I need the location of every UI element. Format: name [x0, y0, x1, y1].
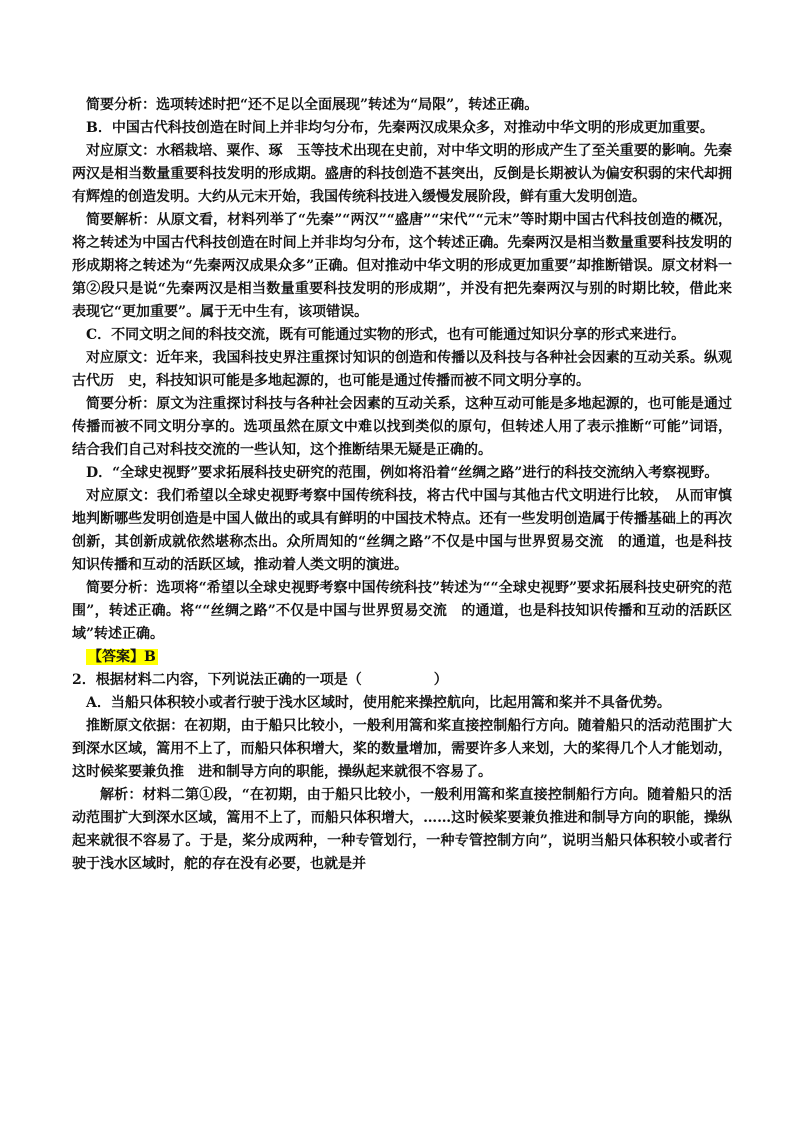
question-2 — [72, 669, 732, 692]
document-body — [72, 94, 732, 876]
analysis-paragraph: 简要解析：从原文看，材料列举了“先秦”“两汉”“盛唐”“宋代”“元末”等时期中国古代科技创造的概况，将之转述为中国古代科技创造在时间上并非均匀分布，这个转述正确。先秦两汉是相当数量重要科技发明的形成期将之转述为“先秦两汉成果众多”正确。但对推动中华文明的形成更加重要”却推断错误。原文材料一第②段只是说“先秦两汉是相当数量重要科技发明的形成期”，并没有把先秦两汉与别的时期比较，借此来表现它“更加重要”。属于无中生有，该项错误。 — [72, 212, 732, 320]
inference-paragraph: 推断原文依据：在初期，由于船只比较小，一般利用篙和桨直接控制船行方向。随着船只的活动范围扩大到深水区域，篙用不上了，而船只体积增大，桨的数量增加，需要许多人来划，大的桨得几个人才能划动，这时候桨要兼负推 进和制导方向的职能，操纵起来就很不容易了。 — [72, 718, 732, 780]
option-d: D．“全球史视野”要求拓展科技史研究的范围，例如将沿着“丝绸之路”进行的科技交流纳入考察视野。 — [86, 465, 719, 481]
source-text-paragraph: 对应原文：我们希望以全球史视野考察中国传统科技，将古代中国与其他古代文明进行比较， 从而审慎地判断哪些发明创造是中国人做出的或具有鲜明的中国技术特点。还有一些发明创造属于传播基础上的再次创新，其创新成就依然堪称杰出。众所周知的“丝绸之路”不仅是中国与世界贸易交流 的通道，也是科技知识传播和互动的活跃区域，推动着人类文明的演进。 — [72, 488, 732, 573]
analysis-paragraph: 简要分析：选项将“希望以全球史视野考察中国传统科技”转述为““全球史视野”要求拓展科技史研究的范围”，转述正确。将““丝绸之路”不仅是中国与世界贸易交流 的通道，也是科技知识传播和互动的活跃区域”转述正确。 — [72, 580, 732, 642]
option-c: C．不同文明之间的科技交流，既有可能通过实物的形式，也有可能通过知识分享的形式来进行。 — [86, 327, 686, 343]
explanation-paragraph: 解析：材料二第①段，“在初期，由于船只比较小，一般利用篙和桨直接控制船行方向。随着船只的活动范围扩大到深水区域，篙用不上了，而船只体积增大，……这时候桨要兼负推进和制导方向的职能，操纵起来就很不容易了。于是，桨分成两种，一种专管划行，一种专管控制方向”，说明当船只体积较小或者行驶于浅水区域时，舵的存在没有必要，也就是并 — [72, 787, 732, 872]
analysis-paragraph: 简要分析：选项转述时把“还不足以全面展现”转述为“局限”，转述正确。 — [86, 97, 539, 113]
answer-value: B — [144, 649, 156, 665]
answer-line — [72, 646, 732, 669]
answer-label: 【答案】 — [88, 649, 144, 665]
analysis-paragraph: 简要分析：原文为注重探讨科技与各种社会因素的互动关系，这种互动可能是多地起源的，也可能是通过传播而被不同文明分享的。选项虽然在原文中难以找到类似的原句，但转述人用了表示推断“可能”词语，结合我们自己对科技交流的一些认知，这个推断结果无疑是正确的。 — [72, 396, 732, 458]
option-a: A．当船只体积较小或者行驶于浅水区域时，使用舵来操控航向，比起用篙和桨并不具备优势。 — [86, 695, 671, 711]
question-suffix: ） — [433, 672, 448, 688]
option-b: B．中国古代科技创造在时间上并非均匀分布，先秦两汉成果众多，对推动中华文明的形成更加重要。 — [86, 120, 714, 136]
source-text-paragraph: 对应原文：水稻栽培、粟作、琢 玉等技术出现在史前，对中华文明的形成产生了至关重要的影响。先秦两汉是相当数量重要科技发明的形成期。盛唐的科技创造不甚突出，反倒是长期被认为偏安积弱的宋代却拥有辉煌的创造发明。大约从元末开始，我国传统科技进入缓慢发展阶段，鲜有重大发明创造。 — [72, 143, 732, 205]
answer-badge — [86, 649, 158, 665]
source-text-paragraph: 对应原文：近年来，我国科技史界注重探讨知识的创造和传播以及科技与各种社会因素的互动关系。纵观古代历 史，科技知识可能是多地起源的，也可能是通过传播而被不同文明分享的。 — [72, 350, 732, 389]
question-prefix: 2．根据材料二内容，下列说法正确的一项是（ — [72, 672, 362, 688]
